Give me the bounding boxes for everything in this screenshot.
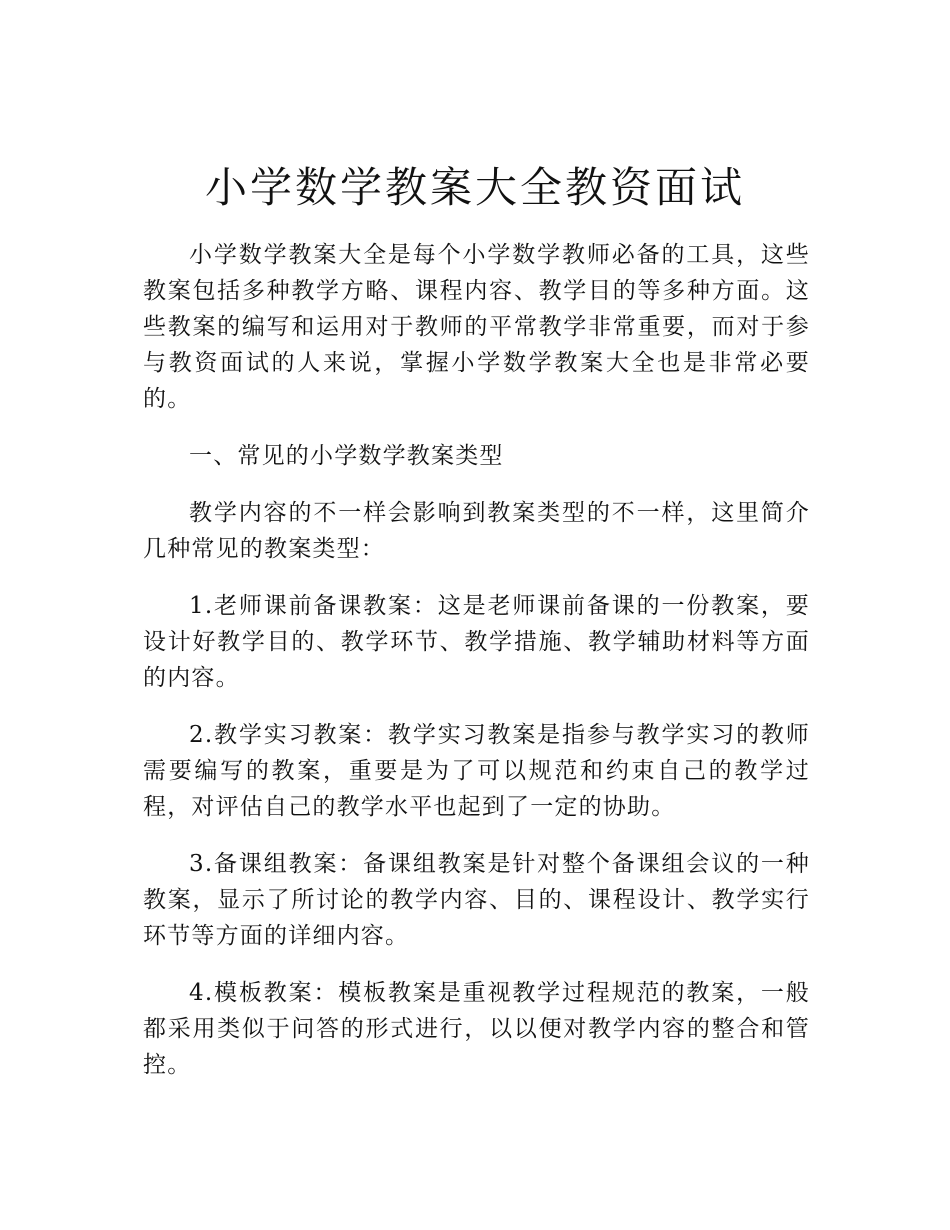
list-item-3: 3.备课组教案：备课组教案是针对整个备课组会议的一种教案，显示了所讨论的教学内容、目的、课程设计、教学实行环节等方面的详细内容。 [143,851,810,949]
document-title: 小学数学教案大全教资面试 [204,163,745,212]
list-item-2: 2.教学实习教案：教学实习教案是指参与教学实习的教师需要编写的教案，重要是为了可以规范和约束自己的教学过程，对评估自己的教学水平也起到了一定的协助。 [143,722,810,820]
section-heading: 一、常见的小学数学教案类型 [189,443,504,469]
document-body [143,237,810,1104]
section-intro-paragraph: 教学内容的不一样会影响到教案类型的不一样，这里简介几种常见的教案类型： [143,500,810,562]
list-item-4: 4.模板教案：模板教案是重视教学过程规范的教案，一般都采用类似于问答的形式进行，以以便对教学内容的整合和管控。 [143,980,810,1078]
intro-paragraph: 小学数学教案大全是每个小学数学教师必备的工具，这些教案包括多种教学方略、课程内容、教学目的等多种方面。这些教案的编写和运用对于教师的平常教学非常重要，而对于参与教资面试的人来说，掌握小学数学教案大全也是非常必要的。 [143,242,810,412]
list-item-1: 1.老师课前备课教案：这是老师课前备课的一份教案，要设计好教学目的、教学环节、教学措施、教学辅助材料等方面的内容。 [143,593,810,691]
